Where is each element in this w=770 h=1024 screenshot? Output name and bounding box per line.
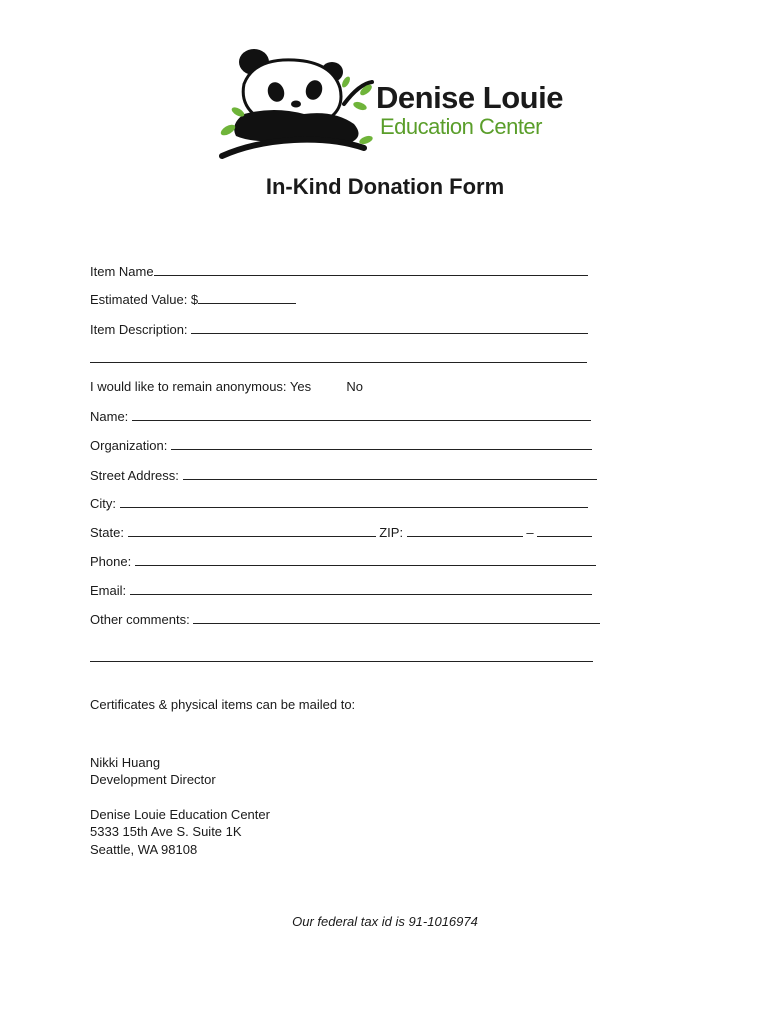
street-address-field[interactable] (90, 467, 597, 484)
city-field[interactable] (90, 495, 588, 512)
city-label: City: (90, 496, 116, 511)
item-description-label: Item Description: (90, 322, 188, 337)
other-comments-continued-field[interactable] (90, 649, 593, 666)
mailing-org: Denise Louie Education Center (90, 807, 270, 822)
logo-org-name: Denise Louie (376, 80, 563, 115)
email-label: Email: (90, 583, 127, 598)
contact-title: Development Director (90, 772, 216, 787)
zip-dash: – (526, 525, 534, 540)
anonymous-choice[interactable] (90, 379, 363, 395)
estimated-value-field[interactable] (90, 291, 296, 308)
name-label: Name: (90, 409, 129, 424)
item-description-field[interactable] (90, 321, 588, 338)
tax-id-note: Our federal tax id is 91-1016974 (292, 914, 478, 929)
state-zip-field[interactable] (90, 524, 592, 541)
other-comments-field[interactable] (90, 611, 600, 628)
email-field[interactable] (90, 582, 592, 599)
item-description-continued-field[interactable] (90, 350, 587, 367)
mailing-street: 5333 15th Ave S. Suite 1K (90, 824, 242, 839)
name-field[interactable] (90, 408, 591, 425)
estimated-value-label: Estimated Value: $ (90, 292, 199, 307)
phone-field[interactable] (90, 553, 596, 570)
item-name-field[interactable] (90, 263, 588, 280)
other-comments-label: Other comments: (90, 612, 190, 627)
item-name-label: Item Name (90, 264, 154, 279)
organization-label: Organization: (90, 438, 168, 453)
phone-label: Phone: (90, 554, 132, 569)
mailing-intro: Certificates & physical items can be mailed to: (90, 697, 356, 712)
street-address-label: Street Address: (90, 468, 179, 483)
contact-name: Nikki Huang (90, 755, 161, 770)
zip-label: ZIP: (379, 525, 404, 540)
anonymous-option-no[interactable]: No (346, 379, 364, 394)
logo-org-subtitle: Education Center (380, 114, 542, 139)
organization-field[interactable] (90, 437, 592, 454)
state-label: State: (90, 525, 124, 540)
form-title: In-Kind Donation Form (265, 174, 505, 199)
anonymous-label-yes[interactable]: I would like to remain anonymous: Yes (90, 379, 312, 394)
panda-on-branch-icon (214, 44, 374, 164)
organization-logo (214, 44, 564, 164)
mailing-city: Seattle, WA 98108 (90, 842, 198, 857)
